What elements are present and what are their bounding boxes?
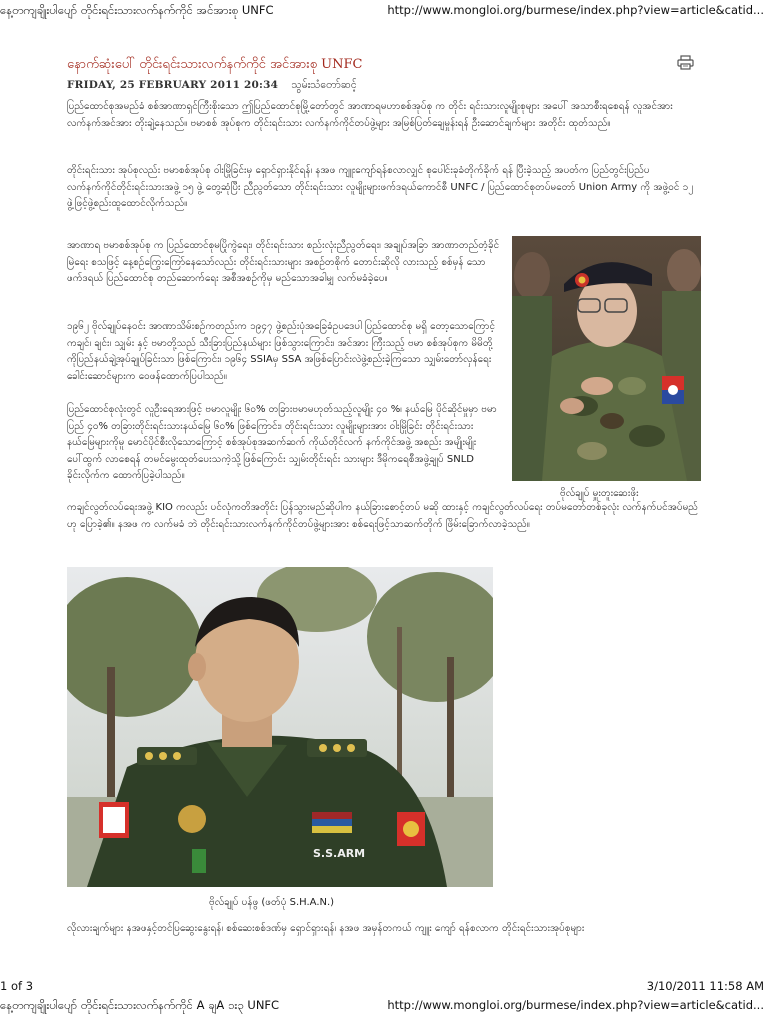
header-url: http://www.mongloi.org/burmese/index.php?view=article&catid... xyxy=(387,3,764,17)
officer-beret-photo xyxy=(512,236,701,481)
article-date: FRIDAY, 25 FEBRUARY 2011 20:34 xyxy=(67,79,279,91)
printer-icon[interactable] xyxy=(677,55,694,70)
footer-page-number: 1 of 3 xyxy=(0,979,34,993)
article-title[interactable]: နောက်ဆုံးပေါ် တိုင်းရင်းသားလက်နက်ကိုင် အင်အားစု UNFC xyxy=(67,57,363,72)
paragraph-2: တိုင်းရင်းသား အုပ်စုလည်း ဗမာစစ်အုပ်စု ဝါးမြိုခြင်းမှ ရှောင်ရှားနိုင်ရန်၊ နအဖ ကျူးကျော်ရန်စလာလျှင် စုပေါင်းခုခံတိုက်ခိုက် ရန် ပြီးခဲ့သည့် အပတ်က ပြည်တွင်းပြည်ပ လက်နက်ကိုင်တိုင်းရင်းသားအဖွဲ့ ၁၅ ဖွဲ့ တွေ့ဆုံပြီး ညီညွတ်သော တိုင်းရင်းသား လူမျိုးများဖက်ဒရယ်ကောင်စီ UNFC / ပြည်ထောင်စုတပ်မတော် Union Army ကို အဖွဲ့ဝင် ၁၂ ဖွဲ့ဖြင့်ဖွဲ့စည်းထူထောင်လိုက်သည်။ xyxy=(67,165,694,209)
footer-url: http://www.mongloi.org/burmese/index.php?view=article&catid... xyxy=(387,998,764,1012)
uniform-badge-text: S.S.ARM xyxy=(313,847,366,860)
print-footer xyxy=(0,977,768,995)
print-header xyxy=(0,1,768,19)
article-byline xyxy=(67,79,357,94)
paragraph-4: ၁၉၆၂ ဗိုလ်ချုပ်နေဝင်း အာဏာသိမ်းစဉ်ကတည်းက ၁၉၄၇ ဖွဲ့စည်းပုံအခြေခံဥပဒေပါ ပြည်ထောင်စု မရှိ တော့သောကြောင့် ကချင်၊ ချင်း၊ သျှမ်း နှင့် ဗမာတို့သည် သီးခြားပြည်နယ်များ ဖြစ်သွားကြောင်း၊ အင်အား ကြီးသည့် ဗမာ စစ်အုပ်စုက မိမိတို့ကိုပြည်နယ်ချဲ့အုပ်ချုပ်ခြင်းသာ ဖြစ်ကြောင်း၊ ၁၉၆၄ SSIAမှ SSA အဖြစ်ပြောင်းလဲဖွဲ့စည်းခဲ့ကြသော သျှမ်းတော်လှန်ရေးခေါင်းဆောင်များက ဝေဖန်ထောက်ပြပါသည်။ xyxy=(67,321,496,382)
officer-uniform-photo xyxy=(67,567,493,887)
paragraph-5: ပြည်ထောင်စုလုံးတွင် လူဦးရေအားဖြင့် ဗမာလူမျိုး ၆၀% တခြားဗမာမဟုတ်သည့်လူမျိုး ၄၀ %၊ နယ်မြေ ပိုင်ဆိုင်မှုမှာ ဗမာပြည် ၄၀% တခြားတိုင်းရင်းသားနယ်မြေ ၆၀% ဖြစ်ကြောင်း၊ တိုင်းရင်းသား လူမျိုးများအား ဝါးမြိုခြင်း တိုင်းရင်းသားနယ်မြေများကိုမူ မောင်ပိုင်စီးလိုသောကြောင့် စစ်အုပ်စုအဆက်ဆက် ကိုယ်တိုင်လက် နက်ကိုင်အဖွဲ့ အစည်း အမျိုးမျိုးပေါ်ထွက် လာစေရန် တမင်မွေးထုတ်ပေးသကဲ့သို့ဖြစ်ကြောင်း သျှမ်းတိုင်းရင်း သားများ ဒီမိုကရေစီအဖွဲ့ချုပ် SNLD ခိုင်းလိုက်က ထောက်ပြခဲ့ပါသည်။ xyxy=(67,404,497,481)
header-title: နေ့တကျချိုးပါပျော် တိုင်းရင်းသားလက်နက်ကိုင် အင်အားစု UNFC xyxy=(0,3,274,17)
paragraph-6: ကချင်လွတ်လပ်ရေးအဖွဲ့ KIO ကလည်း ပင်လုံကတိအတိုင်း ပြန်သွားမည်ဆိုပါက နယ်ခြားစောင့်တပ် မဆို ထားနှင့် ကချင်လွတ်လပ်ရေး တပ်မတော်တစ်ခုလုံး လက်နက်ပင်အပ်မည်ဟု ပြောခဲ့၏။ နအဖ က လက်မခံ ဘဲ တိုင်းရင်းသားလက်နက်ကိုင်တပ်ဖွဲ့များအား စစ်ရေးဖြင့်သာဆက်တိုက် ဖြိမ်းခြောက်လာခဲ့သည်။ xyxy=(67,502,698,530)
footer-datetime: 3/10/2011 11:58 AM xyxy=(646,979,764,993)
article-author: သွမ်းသံတော်ဆင့် xyxy=(291,79,357,91)
paragraph-1: ပြည်ထောင်စုအမည်ခံ စစ်အာဏာရှင်ကြီးစိုးသော ဤပြည်ထောင်စုမြို့တော်တွင် အာဏာရမဟာစစ်အုပ်စု က တိုင်း ရင်းသားလူမျိုးစုများ အပေါ် အသာစီးရစေရန် လူအင်အား လက်နက်အင်အား တိုးချဲ့နေသည်။ ဗမာစစ် အုပ်စုက တိုင်းရင်းသား လက်နက်ကိုင်တပ်ဖွဲ့များ အမြစ်ပြတ်ချေမှုန်းရန် ဦးဆောင်ချက်များ အတိုင်း ထုတ်သည်။ xyxy=(67,101,673,129)
print-footer-next-header xyxy=(0,996,768,1014)
paragraph-3: အာဏာရ ဗမာစစ်အုပ်စု က ပြည်ထောင်စုမပြိုကွဲရေး၊ တိုင်းရင်းသား စည်းလုံးညီညွတ်ရေး၊ အချုပ်အခြာ အာဏာတည်တံ့ခိုင်မြဲရေး စသဖြင့် နေ့စဉ်ကြွေးကြော်နေသော်လည်း တိုင်းရင်းသားများ အစဉ်တစိုက် တောင်းဆိုလို လားသည့် စစ်မှန် သောဖက်ဒရယ် ပြည်ထောင်စု တည်ဆောက်ရေး အစီအစဉ်ကိုမှ မည်သောအခါမျှ လက်မခံခဲ့ပေ။ xyxy=(67,240,500,284)
photo2-caption: ဗိုလ်ချုပ် ပန်ဖွ (ဖတ်ပုံ S.H.A.N.) xyxy=(209,897,335,908)
footer-title: နေ့တကျချိုးပါပျော် တိုင်းရင်းသားလက်နက်ကိုင် A ချA ၁း၃ UNFC xyxy=(0,998,280,1012)
photo1-caption: ဗိုလ်ချုပ် မှူးတူးဆေးဖိုး xyxy=(560,488,639,499)
paragraph-7: လိုလားချက်များ နအဖနှင့်တင်ပြဆွေးနွေးရန်၊ စစ်ဆေးစစ်ဒဏ်မှ ရှောင်ရှားရန်၊ နအဖ အမှန်တကယ် ကျူး ကျော် ရန်စလာက တိုင်းရင်းသားအုပ်စုများ xyxy=(67,923,585,934)
